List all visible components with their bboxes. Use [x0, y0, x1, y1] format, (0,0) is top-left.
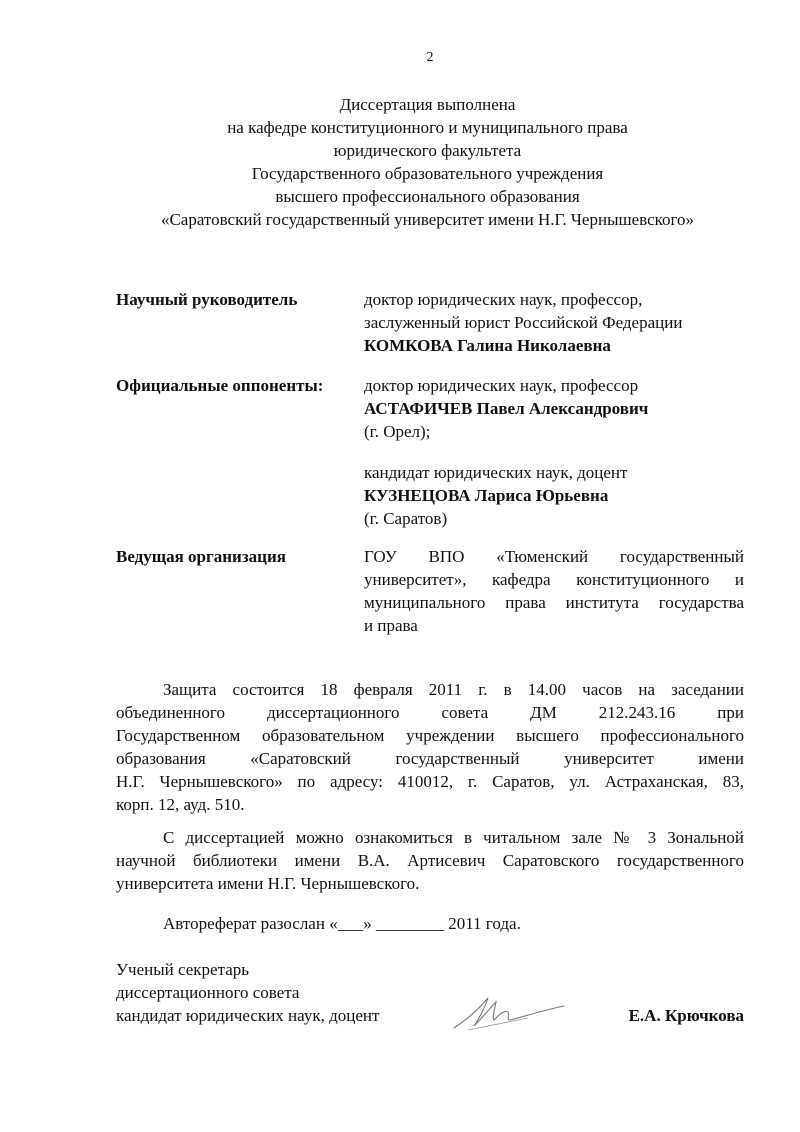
- supervisor-title: заслуженный юрист Российской Федерации: [364, 313, 683, 332]
- paragraph-line: Государственном образовательном учреждении высшего профессионального: [116, 726, 744, 745]
- header-line: Диссертация выполнена: [339, 95, 516, 114]
- header-block: [110, 93, 745, 231]
- paragraph-line: университета имени Н.Г. Чернышевского.: [116, 874, 420, 893]
- opponents-value: [364, 374, 744, 530]
- paragraph-line: корп. 12, ауд. 510.: [116, 795, 245, 814]
- lead-org-line: муниципального права института государства: [364, 593, 744, 612]
- opponent-name: КУЗНЕЦОВА Лариса Юрьевна: [364, 486, 609, 505]
- supervisor-name: КОМКОВА Галина Николаевна: [364, 336, 611, 355]
- secretary-line: кандидат юридических наук, доцент: [116, 1006, 380, 1025]
- supervisor-label: Научный руководитель: [116, 290, 298, 309]
- supervisor-value: [364, 288, 744, 357]
- secretary-block: [116, 958, 746, 1027]
- header-line: на кафедре конституционного и муниципального права: [227, 118, 628, 137]
- paragraph-line: объединенного диссертационного совета ДМ 212.243.16 при: [116, 703, 744, 722]
- opponent-city: (г. Орел);: [364, 422, 431, 441]
- library-paragraph: [116, 826, 744, 895]
- opponent-title: кандидат юридических наук, доцент: [364, 463, 628, 482]
- paragraph-line: С диссертацией можно ознакомиться в читальном зале № 3 Зональной: [163, 828, 744, 847]
- paragraph-line: образования «Саратовский государственный университет имени: [116, 749, 744, 768]
- supervisor-title: доктор юридических наук, профессор,: [364, 290, 643, 309]
- header-line: высшего профессионального образования: [275, 187, 580, 206]
- header-line: Государственного образовательного учреждения: [251, 164, 604, 183]
- lead-org-label: Ведущая организация: [116, 547, 286, 566]
- lead-org-line: университет», кафедра конституционного и: [364, 570, 744, 589]
- handwritten-signature: [448, 990, 568, 1034]
- defense-paragraph: [116, 678, 744, 816]
- paragraph-line: научной библиотеки имени В.А. Артисевич Саратовского государственного: [116, 851, 744, 870]
- header-line: юридического факультета: [333, 141, 522, 160]
- paragraph-line: Н.Г. Чернышевского» по адресу: 410012, г. Саратов, ул. Астраханская, 83,: [116, 772, 744, 791]
- opponent-title: доктор юридических наук, профессор: [364, 376, 639, 395]
- header-line: «Саратовский государственный университет имени Н.Г. Чернышевского»: [160, 210, 695, 229]
- opponent-city: (г. Саратов): [364, 509, 448, 528]
- lead-org-line: ГОУ ВПО «Тюменский государственный: [364, 547, 744, 566]
- secretary-name: Е.А. Крючкова: [628, 1006, 744, 1025]
- lead-org-line: и права: [364, 616, 418, 635]
- secretary-line: Ученый секретарь: [116, 960, 250, 979]
- mailing-line: Автореферат разослан «___» ________ 2011 года.: [163, 914, 521, 933]
- paragraph-line: Защита состоится 18 февраля 2011 г. в 14.00 часов на заседании: [163, 680, 744, 699]
- lead-org-value: [364, 545, 744, 637]
- opponent-name: АСТАФИЧЕВ Павел Александрович: [364, 399, 649, 418]
- secretary-line: диссертационного совета: [116, 983, 300, 1002]
- page-number: 2: [426, 50, 434, 65]
- opponents-label: Официальные оппоненты:: [116, 376, 324, 395]
- mailing-paragraph: [116, 912, 744, 935]
